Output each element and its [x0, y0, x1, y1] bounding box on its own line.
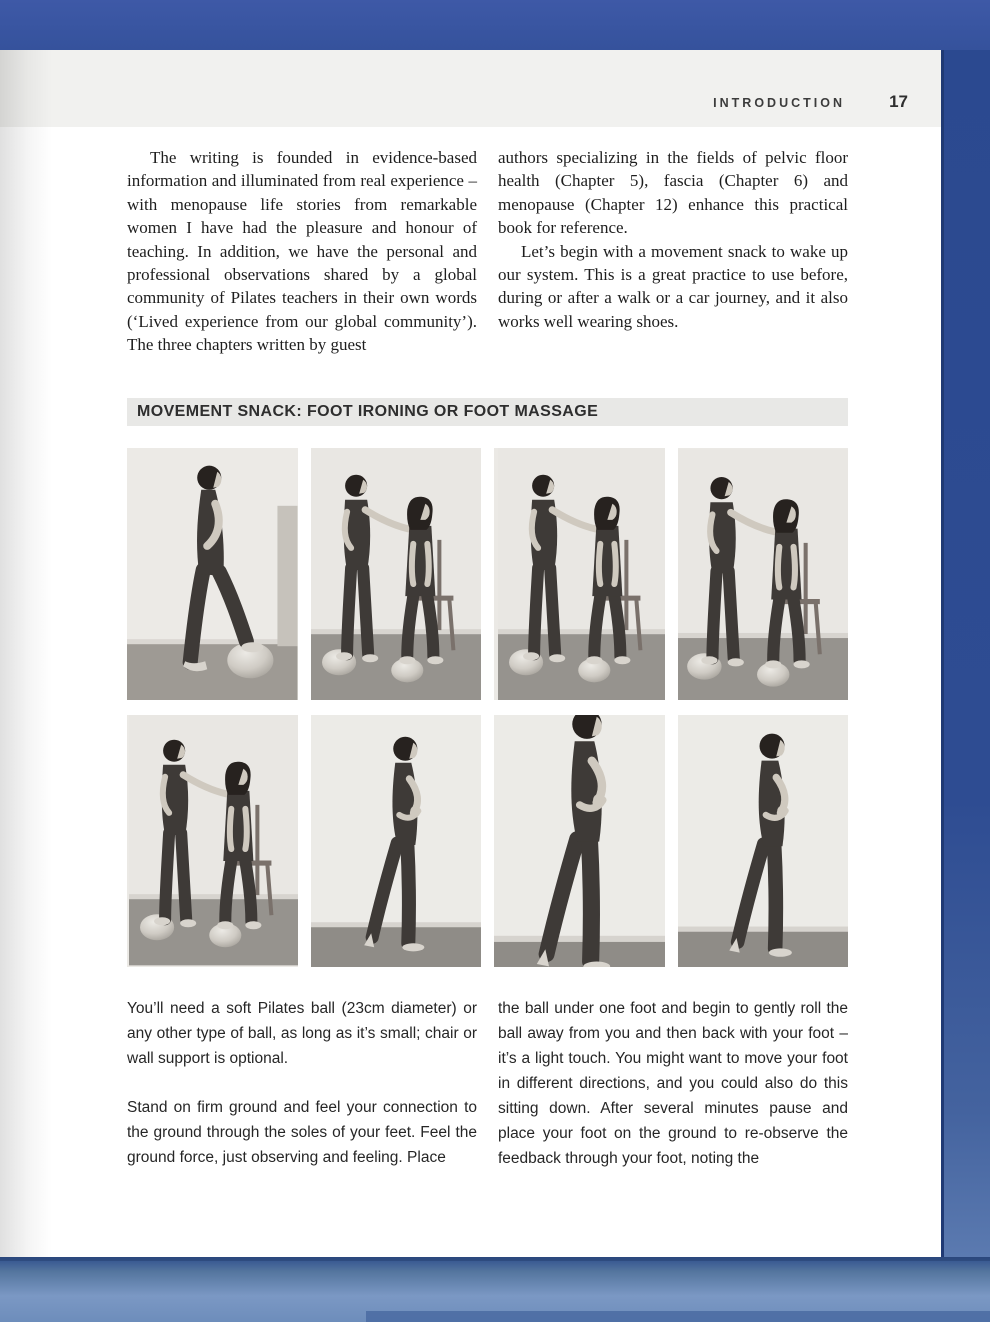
intro-paragraph: authors specializing in the fields of pelvic floor health (Chapter 5), fascia (Chapter 6) and menopause (Chapter 12) enhance this practical book for reference. [498, 148, 848, 238]
page-number: 17 [889, 92, 908, 111]
intro-paragraph: The writing is founded in evidence-based information and illuminated from real experience – with menopause life stories from remarkable women I have had the pleasure and honour of teaching. In addition, we have the personal and professional observations shared by a global community of Pilates teachers in their own words (‘Lived experience from our global community’). The three chapters written by guest [127, 148, 477, 355]
exercise-photo-1 [127, 448, 298, 700]
intro-left-column [127, 146, 477, 357]
frame-top-blue-band [0, 0, 990, 52]
instruction-paragraph: You’ll need a soft Pilates ball (23cm diameter) or any other type of ball, as long as it’s small; chair or wall support is optional. [127, 1000, 477, 1067]
frame-right-blue-band [941, 50, 990, 1257]
section-title: MOVEMENT SNACK: FOOT IRONING OR FOOT MASSAGE [137, 403, 599, 420]
instruction-paragraph: the ball under one foot and begin to gently roll the ball away from you and then back with your foot – it’s a light touch. You might want to move your foot in different directions, and you could also do this sitting down. After several minutes pause and place your foot on the ground to re-observe the feedback through your foot, noting the [498, 1000, 848, 1167]
intro-right-column [498, 146, 848, 357]
exercise-photo-6 [311, 715, 482, 967]
running-head: INTRODUCTION [713, 96, 845, 110]
exercise-photo-2 [311, 448, 482, 700]
intro-text-block [127, 146, 848, 357]
exercise-photo-4 [678, 448, 849, 700]
intro-paragraph: Let’s begin with a movement snack to wake up our system. This is a great practice to use before, during or after a walk or a car journey, and it also works well wearing shoes. [498, 241, 848, 331]
instructions-right-column [498, 996, 848, 1171]
exercise-photo-grid [127, 448, 848, 967]
instruction-text-block [127, 996, 848, 1171]
page-header-strip [0, 50, 941, 127]
book-page [0, 50, 941, 1257]
exercise-photo-3 [494, 448, 665, 700]
exercise-photo-8 [678, 715, 849, 967]
instructions-left-column [127, 996, 477, 1171]
exercise-photo-5 [127, 715, 298, 967]
frame-bottom-blue-band [0, 1257, 990, 1322]
exercise-photo-7 [494, 715, 665, 967]
section-banner [127, 398, 848, 426]
instruction-paragraph: Stand on firm ground and feel your connection to the ground through the soles of your feet. Feel the ground force, just observing and feeling. Place [127, 1099, 477, 1166]
